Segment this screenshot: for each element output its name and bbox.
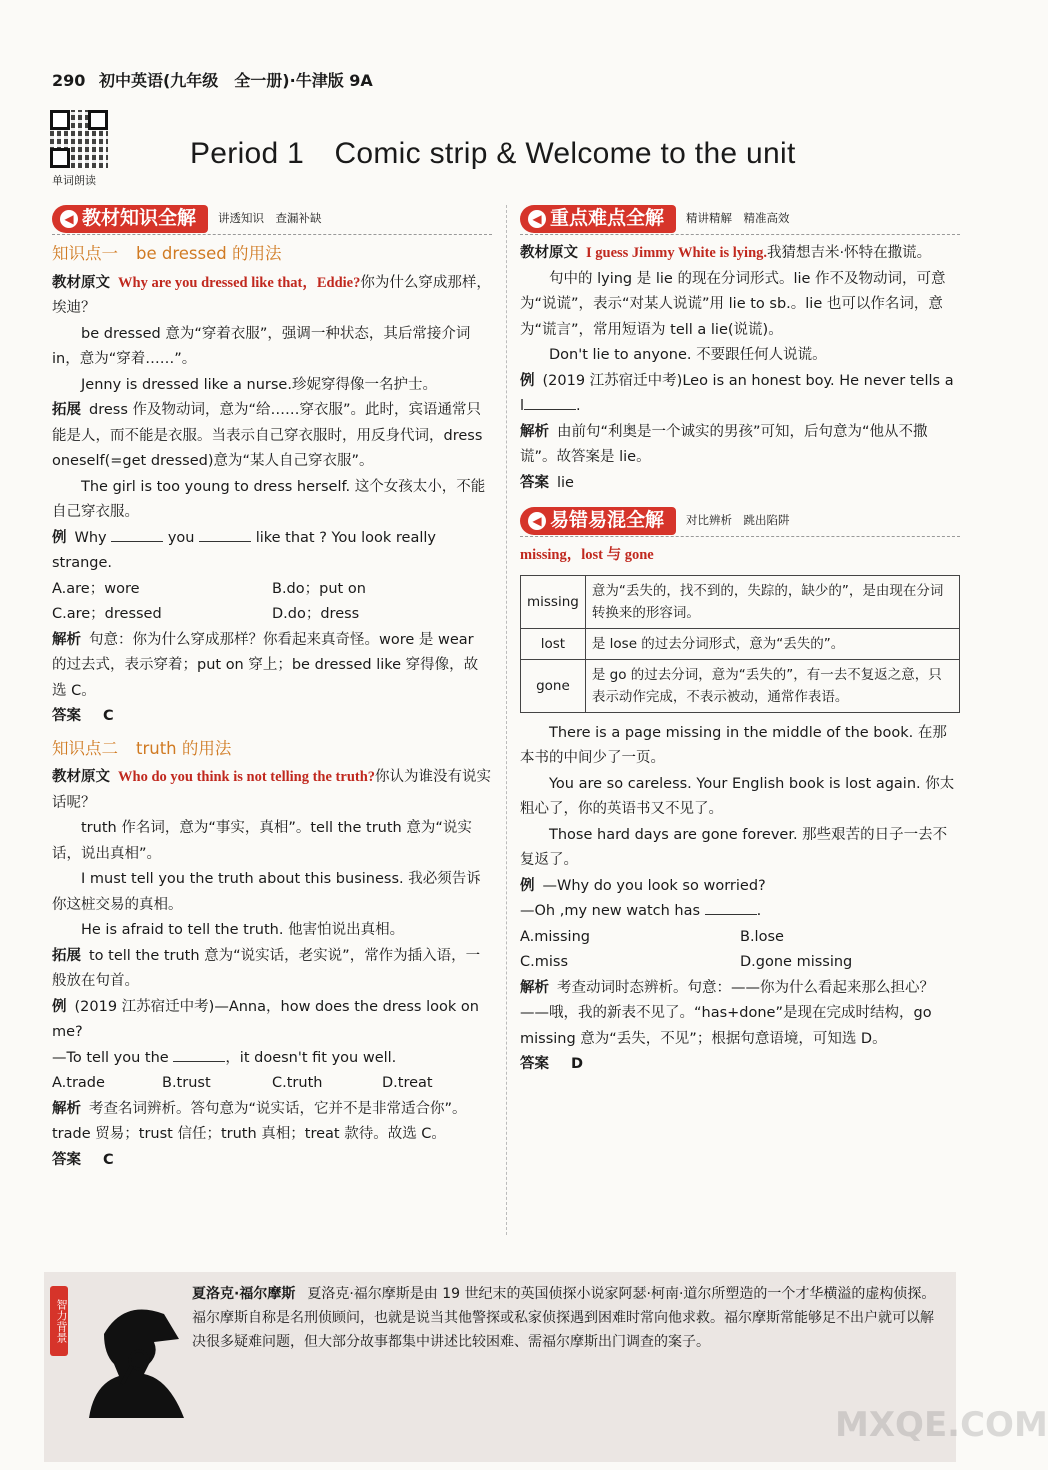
section-banner xyxy=(520,204,960,235)
options: C.are；dressed D.do；dress xyxy=(52,606,360,622)
exercise: 例 (2019 江苏宿迁中考)—Anna，how does the dress look on me? xyxy=(52,998,479,1040)
table-row: missing 意为“丢失的，找不到的，失踪的，缺少的”，是由现在分词转换来的形容词。 xyxy=(521,575,960,628)
footer-heading: 夏洛克·福尔摩斯 xyxy=(192,1286,296,1302)
source-text: 教材原文 Who do you think is not telling the truth?你认为谁没有说实话呢？ xyxy=(52,769,492,811)
megaphone-icon: ◀ xyxy=(528,210,546,228)
explanation: be dressed 意为“穿着衣服”，强调一种状态，其后常接介词 in，意为“穿着……”。 xyxy=(52,325,471,367)
options: C.miss D.gone missing xyxy=(520,954,853,970)
comparison-title: missing，lost 与 gone xyxy=(520,547,654,563)
source-text: 教材原文 Why are you dressed like that，Eddie?你为什么穿成那样，埃迪？ xyxy=(52,274,491,316)
answer-blank xyxy=(524,395,576,410)
banner-subtitle: 对比辨析 跳出陷阱 xyxy=(686,513,790,528)
answer-blank xyxy=(199,527,251,542)
example-sentence: The girl is too young to dress herself. 这个女孩太小，不能自己穿衣服。 xyxy=(52,478,486,520)
banner-pill: ◀ 教材知识全解 xyxy=(52,205,208,233)
watermark: MXQE.COM xyxy=(835,1405,1048,1445)
running-header xyxy=(52,68,373,91)
exercise: 例 (2019 江苏宿迁中考)Leo is an honest boy. He never tells a l . xyxy=(520,372,954,414)
qr-finder xyxy=(88,110,108,130)
detective-silhouette-icon xyxy=(84,1294,194,1418)
example-sentence: He is afraid to tell the truth. 他害怕说出真相。 xyxy=(81,922,405,938)
page-number: 290 xyxy=(52,71,86,90)
exercise: 例 —Why do you look so worried? xyxy=(520,877,766,894)
example-sentence: Those hard days are gone forever. 那些艰苦的日子一去不复返了。 xyxy=(520,826,948,868)
banner-pill: ◀ 重点难点全解 xyxy=(520,205,676,233)
answer-blank xyxy=(705,900,757,915)
answer: 答案 C xyxy=(52,708,114,724)
megaphone-icon: ◀ xyxy=(528,512,546,530)
footer-text: 夏洛克·福尔摩斯 夏洛克·福尔摩斯是由 19 世纪末的英国侦探小说家阿瑟·柯南·道尔所塑造的一个才华横溢的虚构侦探。福尔摩斯自称是名刑侦顾问，也就是说当其他警探或私家侦探遇到困难时常向他求救。福尔摩斯常能够足不出户就可以解决很多疑难问题，但大部分故事都集中讲述比较困难、需福尔摩斯出门调查的案子。 xyxy=(192,1286,936,1350)
analysis: 解析 考查名词辨析。答句意为“说实话，它并不是非常适合你”。trade 贸易；trust 信任；truth 真相；treat 款待。故选 C。 xyxy=(52,1100,467,1142)
example-sentence: Don't lie to anyone. 不要跟任何人说谎。 xyxy=(549,347,827,363)
exercise-line: —Oh ,my new watch has . xyxy=(520,899,960,925)
background-box xyxy=(44,1272,956,1462)
answer-blank xyxy=(111,527,163,542)
options: A.missing B.lose xyxy=(520,928,784,945)
footer-badge: 智力背景 xyxy=(50,1286,68,1356)
options: A.are；wore B.do；put on xyxy=(52,580,366,597)
example-sentence: Jenny is dressed like a nurse.珍妮穿得像一名护士。 xyxy=(81,376,437,393)
example-sentence: You are so careless. Your English book is lost again. 你太粗心了，你的英语书又不见了。 xyxy=(520,775,955,817)
page-title: Period 1 Comic strip & Welcome to the unit xyxy=(190,137,796,170)
answer-blank xyxy=(173,1047,225,1062)
comparison-table xyxy=(520,575,960,713)
left-column xyxy=(52,204,492,1173)
exercise-line: —To tell you the ，it doesn't fit you well. xyxy=(52,1046,492,1072)
example-sentence: There is a page missing in the middle of the book. 在那本书的中间少了一页。 xyxy=(520,724,947,766)
answer: 答案 D xyxy=(520,1056,584,1072)
megaphone-icon: ◀ xyxy=(60,210,78,228)
answer: 答案 C xyxy=(52,1151,114,1168)
table-row: lost 是 lose 的过去分词形式，意为“丢失的”。 xyxy=(521,628,960,659)
book-title: 初中英语(九年级 全一册)·牛津版 9A xyxy=(98,71,373,90)
banner-subtitle: 精讲精解 精准高效 xyxy=(686,211,790,226)
knowledge-point-title: 知识点一 be dressed 的用法 xyxy=(52,244,282,263)
explanation: 句中的 lying 是 lie 的现在分词形式。lie 作不及物动词，可意为“说谎”，表示“对某人说谎”用 lie to sb.。lie 也可以作名词，意为“谎言”，常用短语为 tell a lie(说谎)。 xyxy=(520,270,946,338)
banner-subtitle: 讲透知识 查漏补缺 xyxy=(218,211,322,226)
right-column xyxy=(520,204,960,1078)
qr-finder xyxy=(50,148,70,168)
qr-label: 单词朗读 xyxy=(52,174,96,187)
answer: 答案 lie xyxy=(520,474,574,491)
analysis: 解析 考查动词时态辨析。句意：——你为什么看起来那么担心？——哦，我的新表不见了。“has+done”是现在完成时结构，go missing 意为“丢失，不见”；根据句意语境，可知选 D。 xyxy=(520,979,934,1047)
options: A.trade B.trust C.truth D.treat xyxy=(52,1075,433,1091)
section-banner xyxy=(52,204,492,235)
explanation: truth 作名词，意为“事实，真相”。tell the truth 意为“说实话，说出真相”。 xyxy=(52,820,472,862)
qr-finder xyxy=(50,110,70,130)
column-divider xyxy=(506,205,507,1235)
analysis: 解析 由前句“利奥是一个诚实的男孩”可知，后句意为“他从不撒谎”。故答案是 lie。 xyxy=(520,423,928,465)
source-text: 教材原文 I guess Jimmy White is lying.我猜想吉米·怀特在撒谎。 xyxy=(520,245,932,261)
exercise: 例 Why you like that ? You look really strange. xyxy=(52,526,492,577)
banner-pill: ◀ 易错易混全解 xyxy=(520,507,676,535)
extension: 拓展 dress 作及物动词，意为“给……穿衣服”。此时，宾语通常只能是人，而不能是衣服。当表示自己穿衣服时，用反身代词，dress oneself(=get dressed)意为“某人自己穿衣服”。 xyxy=(52,402,483,469)
section-banner xyxy=(520,506,960,537)
example-sentence: I must tell you the truth about this business. 我必须告诉你这桩交易的真相。 xyxy=(52,871,481,913)
analysis: 解析 句意：你为什么穿成那样？你看起来真奇怪。wore 是 wear 的过去式，表示穿着；put on 穿上；be dressed like 穿得像，故选 C。 xyxy=(52,631,479,699)
extension: 拓展 to tell the truth 意为“说实话，老实说”，常作为插入语，一般放在句首。 xyxy=(52,947,481,989)
knowledge-point-title: 知识点二 truth 的用法 xyxy=(52,738,232,758)
table-row: gone 是 go 的过去分词，意为“丢失的”，有一去不复返之意，只表示动作完成，不表示被动，通常作表语。 xyxy=(521,659,960,712)
